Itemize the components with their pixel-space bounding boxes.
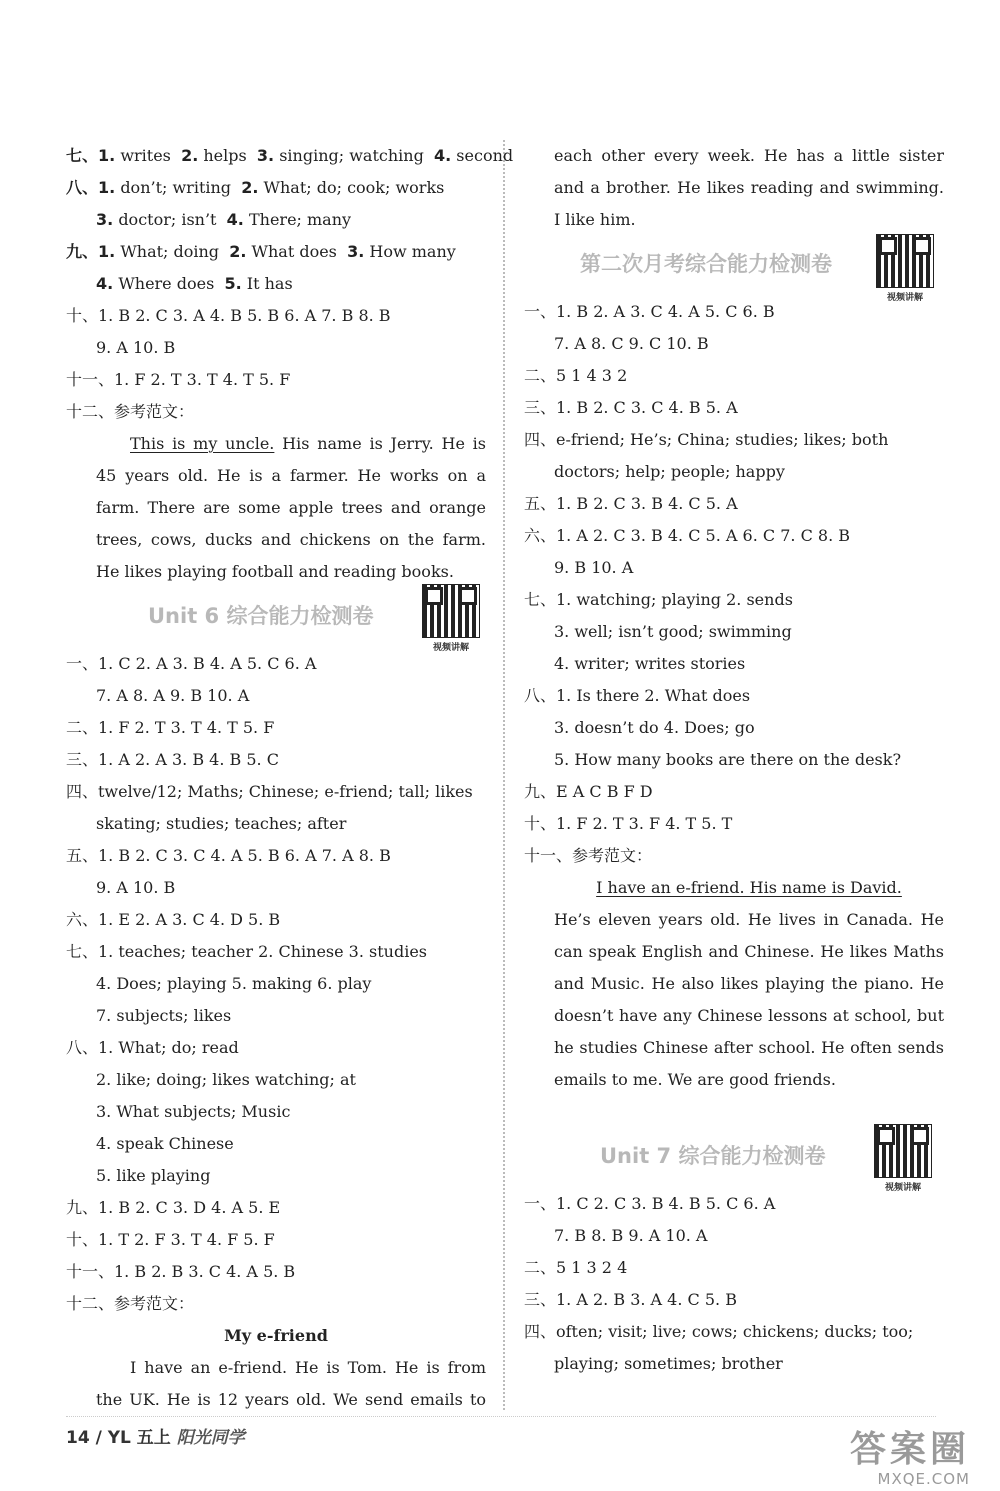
- qr-label: 视频讲解: [884, 1183, 921, 1193]
- section-title: Unit 7 综合能力检测卷: [600, 1144, 826, 1168]
- answer-line: 十一、1. F 2. T 3. T 4. T 5. F: [66, 370, 291, 389]
- right-column: [524, 140, 944, 1380]
- answer-line: 十一、1. B 2. B 3. C 4. A 5. B: [66, 1262, 296, 1281]
- page-number: 14 / YL 五上: [66, 1428, 171, 1448]
- answer-line: 7. B 8. B 9. A 10. A: [554, 1226, 708, 1245]
- answer-line: 二、5 1 3 2 4: [524, 1258, 628, 1277]
- answer-line: 7. A 8. A 9. B 10. A: [96, 686, 250, 705]
- essay-underlined: This is my uncle.: [130, 434, 275, 453]
- answer-line: 四、e-friend; He’s; China; studies; likes; both: [524, 430, 889, 449]
- qr-code-icon: [422, 584, 480, 638]
- answer-line: 2. like; doing; likes watching; at: [96, 1070, 356, 1089]
- answer-line: skating; studies; teaches; after: [96, 814, 347, 833]
- answer-line: 八、1. Is there 2. What does: [524, 686, 751, 705]
- answer-line: 五、1. B 2. C 3. C 4. A 5. B 6. A 7. A 8. B: [66, 846, 391, 865]
- answer-line: 三、1. A 2. B 3. A 4. C 5. B: [524, 1290, 737, 1309]
- page-footer: [66, 1420, 245, 1456]
- answer-line: 7. A 8. C 9. C 10. B: [554, 334, 709, 353]
- section-label: 十一、参考范文：: [524, 846, 653, 865]
- answer-line: 十、1. B 2. C 3. A 4. B 5. B 6. A 7. B 8. B: [66, 306, 391, 325]
- answer-line: 七、1. writes 2. helps 3. singing; watching 4. second: [66, 146, 514, 165]
- left-column: [66, 140, 514, 1416]
- answer-line: 二、5 1 4 3 2: [524, 366, 628, 385]
- answer-line: 5. like playing: [96, 1166, 211, 1185]
- answer-line: 九、1. B 2. C 3. D 4. A 5. E: [66, 1198, 281, 1217]
- answer-line: 9. B 10. A: [554, 558, 634, 577]
- answer-line: 七、1. teaches; teacher 2. Chinese 3. studies: [66, 942, 428, 961]
- answer-line: 5. How many books are there on the desk?: [554, 750, 902, 769]
- month2-heading: [524, 236, 944, 303]
- answer-line: 九、E A C B F D: [524, 782, 653, 801]
- answer-line: 八、1. don’t; writing 2. What; do; cook; works: [66, 178, 445, 197]
- qr-code[interactable]: [874, 1124, 932, 1193]
- answer-line: 4. Where does 5. It has: [96, 274, 293, 293]
- watermark-url: MXQE.COM: [877, 1470, 970, 1488]
- qr-label: 视频讲解: [886, 293, 923, 303]
- answer-line: 9. A 10. B: [96, 338, 176, 357]
- answer-line: 4. Does; playing 5. making 6. play: [96, 974, 372, 993]
- unit7-heading: [524, 1128, 944, 1193]
- answer-line: 九、1. What; doing 2. What does 3. How many: [66, 242, 456, 261]
- sample-essay: [524, 872, 944, 1128]
- brand-logo: 阳光同学: [176, 1428, 245, 1448]
- answer-line: 9. A 10. B: [96, 878, 176, 897]
- answer-line: doctors; help; people; happy: [554, 462, 785, 481]
- answer-line: 八、1. What; do; read: [66, 1038, 239, 1057]
- footer-rule: [66, 1416, 936, 1417]
- answer-line: 3. doesn’t do 4. Does; go: [554, 718, 755, 737]
- unit6-heading: [66, 588, 486, 653]
- answer-line: 4. speak Chinese: [96, 1134, 234, 1153]
- qr-label: 视频讲解: [432, 643, 469, 653]
- answer-line: playing; sometimes; brother: [554, 1354, 783, 1373]
- qr-code-icon: [874, 1124, 932, 1178]
- essay-text: He’s eleven years old. He lives in Canada. He can speak English and Chinese. He likes Maths and Music. He also likes playing the piano. He doesn’t have any Chinese lessons at school, but he studies Chinese after school. He often sends emails to me. We are good friends.: [554, 910, 944, 1089]
- section-label: 十二、参考范文：: [66, 402, 195, 421]
- qr-code-icon: [876, 234, 934, 288]
- answer-line: 四、often; visit; live; cows; chickens; ducks; too;: [524, 1322, 914, 1341]
- qr-code[interactable]: [876, 234, 934, 303]
- answer-line: 六、1. A 2. C 3. B 4. C 5. A 6. C 7. C 8. B: [524, 526, 851, 545]
- essay-underlined: I have an e-friend. His name is David.: [596, 878, 902, 897]
- section-label: 十二、参考范文：: [66, 1294, 195, 1313]
- column-divider: [503, 140, 505, 1410]
- essay-text: His name is Jerry. He is 45 years old. He is a farmer. He works on a farm. There are some apple trees and orange trees, cows, ducks and chickens on the farm. He likes playing football and reading books.: [96, 434, 486, 581]
- qr-code[interactable]: [422, 584, 480, 653]
- watermark-logo: 答案圈: [849, 1429, 970, 1470]
- answer-line: 3. doctor; isn’t 4. There; many: [96, 210, 352, 229]
- answer-line: 一、1. B 2. A 3. C 4. A 5. C 6. B: [524, 302, 775, 321]
- sample-essay: [66, 428, 486, 588]
- answer-line: 六、1. E 2. A 3. C 4. D 5. B: [66, 910, 281, 929]
- essay-title: My e-friend: [224, 1326, 328, 1345]
- answer-line: 一、1. C 2. C 3. B 4. B 5. C 6. A: [524, 1194, 776, 1213]
- answer-line: 十、1. T 2. F 3. T 4. F 5. F: [66, 1230, 275, 1249]
- answer-line: 二、1. F 2. T 3. T 4. T 5. F: [66, 718, 275, 737]
- essay-continuation: each other every week. He has a little sister and a brother. He likes reading and swimming. I like him.: [554, 146, 944, 229]
- site-watermark: [850, 1430, 970, 1488]
- answer-line: 3. well; isn’t good; swimming: [554, 622, 792, 641]
- answer-line: 五、1. B 2. C 3. B 4. C 5. A: [524, 494, 738, 513]
- answer-line: 三、1. B 2. C 3. C 4. B 5. A: [524, 398, 738, 417]
- answer-line: 十、1. F 2. T 3. F 4. T 5. T: [524, 814, 733, 833]
- section-title: 第二次月考综合能力检测卷: [580, 252, 832, 276]
- answer-line: 三、1. A 2. A 3. B 4. B 5. C: [66, 750, 279, 769]
- section-title: Unit 6 综合能力检测卷: [148, 604, 374, 628]
- answer-line: 4. writer; writes stories: [554, 654, 746, 673]
- answer-line: 一、1. C 2. A 3. B 4. A 5. C 6. A: [66, 654, 317, 673]
- answer-line: 七、1. watching; playing 2. sends: [524, 590, 793, 609]
- sample-essay: I have an e-friend. He is Tom. He is from the UK. He is 12 years old. We send emails to: [96, 1358, 486, 1409]
- answer-line: 四、twelve/12; Maths; Chinese; e-friend; tall; likes: [66, 782, 473, 801]
- answer-line: 7. subjects; likes: [96, 1006, 232, 1025]
- answer-line: 3. What subjects; Music: [96, 1102, 291, 1121]
